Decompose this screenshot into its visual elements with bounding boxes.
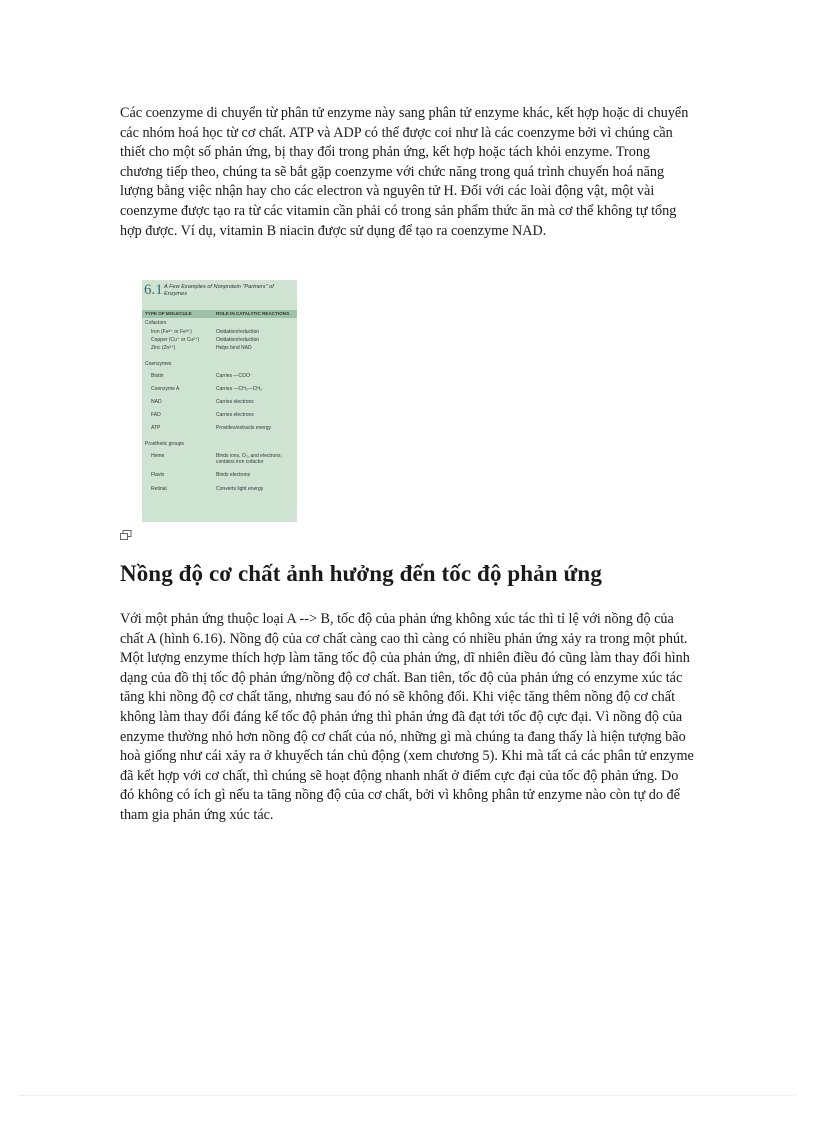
table-figure-image (142, 280, 297, 522)
figure-cell: Carries —CH₂—CH₃ (216, 386, 262, 392)
paragraph-substrate-concentration: Với một phản ứng thuộc loại A --> B, tốc độ của phản ứng không xúc tác thì tỉ lệ với nồng độ của chất A (hình 6.16). Nồng độ của cơ chất càng cao thì càng có nhiều phản ứng xảy ra trong một phút. Một lượng enzyme thích hợp làm tăng tốc độ của phản ứng, dĩ nhiên điều đó cũng làm thay đổi hình dạng của đồ thị tốc độ phản ứng/nồng độ cơ chất. Ban tiên, tốc độ của phản ứng có enzyme xúc tác tăng khi nồng độ cơ chất tăng, nhưng sau đó nó sẽ không đổi. Khi việc tăng thêm nồng độ cơ chất không làm thay đổi đáng kể tốc độ phản ứng thì phản ứng đã đạt tới tốc độ cực đại. Vì nồng độ của enzyme thường nhỏ hơn nồng độ cơ chất của nó, những gì mà chúng ta đang thấy là hiện tượng bão hoà giống như cái xảy ra ở khuyếch tán chủ động (xem chương 5). Khi mà tất cả các phân tử enzyme đã kết hợp với cơ chất, thì chúng sẽ hoạt động nhanh nhất ở điểm cực đại của tốc độ phản ứng. Do đó không có ích gì nếu ta tăng nồng độ của cơ chất, bởi vì không phân tử enzyme nào còn tự do để tham gia phản ứng xúc tác. (120, 611, 694, 823)
image-placeholder-icon (120, 530, 132, 540)
figure-cell: Carries electrons (216, 399, 254, 405)
figure-cell: NAD (151, 399, 162, 405)
figure-section-title: Cofactors (145, 320, 167, 326)
page-footer-divider (20, 1095, 796, 1096)
figure-section-title: Coenzymes (145, 361, 172, 367)
figure-header-row (142, 310, 297, 318)
figure-cell: Zinc (Zn²⁺) (151, 345, 176, 351)
figure-cell: Converts light energy (216, 486, 264, 492)
figure-cell: Carries —COO⁻ (216, 373, 253, 379)
figure-cell: Helps bind NAD (216, 345, 252, 351)
figure-cell: Oxidation/reduction (216, 337, 260, 343)
figure-number: 6.1 (144, 282, 163, 298)
figure-cell: Retinal (151, 486, 167, 492)
section-heading: Nồng độ cơ chất ảnh hưởng đến tốc độ phản ứng (120, 561, 602, 586)
figure-col-type: TYPE OF MOLECULE (145, 311, 192, 316)
figure-cell: Coenzyme A (151, 386, 180, 392)
figure-cell: Oxidation/reduction (216, 329, 260, 335)
figure-cell: Carries electrons (216, 412, 254, 418)
paragraph-coenzymes: Các coenzyme di chuyển từ phân tử enzyme này sang phân tử enzyme khác, kết hợp hoặc di chuyển các nhóm hoá học từ cơ chất. ATP và ADP có thể được coi như là các coenzyme bởi vì chúng cần thiết cho một số phản ứng, bị thay đổi trong phản ứng, kết hợp hoặc tách khỏi enzyme. Trong chương tiếp theo, chúng ta sẽ bắt gặp coenzyme với chức năng trong quá trình chuyển hoá năng lượng bằng việc nhận hay cho các electron và nguyên tử H. Đối với các loài động vật, một vài coenzyme được tạo ra từ các vitamin cần phải có trong sản phẩm thức ăn mà cơ thể không tự tổng hợp được. Ví dụ, vitamin B niacin được sử dụng để tạo ra coenzyme NAD. (120, 105, 689, 239)
figure-title: A Few Examples of Nonprotein "Partners" of Enzymes (164, 284, 274, 297)
figure-cell: Provides/extracts energy (216, 425, 272, 431)
figure-cell: Heme (151, 453, 165, 459)
figure-cell: Binds ions, O₂, and electrons; contains iron cofactor (216, 453, 282, 465)
figure-cell: Copper (Cu⁺ or Cu²⁺) (151, 337, 200, 343)
figure-cell: Iron (Fe²⁺ or Fe³⁺) (151, 329, 192, 335)
figure-cell: Flavin (151, 472, 165, 478)
figure-cell: ATP (151, 425, 161, 431)
figure-col-role: ROLE IN CATALYTIC REACTIONS (216, 311, 290, 316)
figure-body (142, 320, 297, 522)
figure-cell: Biotin (151, 373, 164, 379)
figure-cell: Binds electrons (216, 472, 251, 478)
figure-section-title: Prosthetic groups (145, 441, 184, 447)
figure-cell: FAD (151, 412, 161, 418)
